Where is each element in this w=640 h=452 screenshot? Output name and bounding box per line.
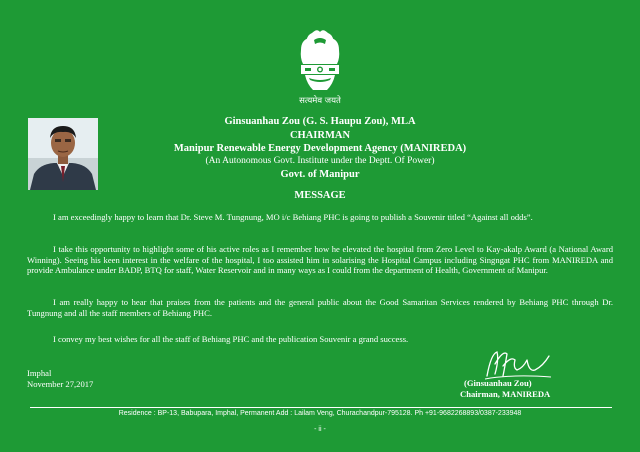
handwritten-signature-icon (483, 346, 553, 382)
paragraph-4-text: I convey my best wishes for all the staff of Behiang PHC and the publication Souvenir a grand success. (53, 334, 409, 344)
message-title: MESSAGE (294, 190, 346, 201)
page-number: - ii - (314, 426, 326, 433)
paragraph-1 (27, 212, 613, 223)
sender-position: CHAIRMAN (289, 130, 351, 141)
paragraph-3 (27, 297, 613, 318)
date-text: November 27,2017 (27, 379, 94, 389)
sender-name: Ginsuanhau Zou (G. S. Haupu Zou), MLA (224, 116, 416, 127)
paragraph-1-text: I am exceedingly happy to learn that Dr. Steve M. Tungnung, MO i/c Behiang PHC is going to publish a Souvenir titled “Against all odds”. (53, 212, 533, 222)
signatory-title: Chairman, MANIREDA (460, 389, 551, 399)
footer-address: Residence : BP-13, Babupara, Imphal, Permanent Add : Lailam Veng, Churachandpur-795128. Ph +91-9682268893/0387-233948 (118, 410, 522, 417)
place-date-block (27, 368, 93, 390)
signatory-name: (Ginsuanhau Zou) (464, 378, 532, 388)
paragraph-3-text: I am really happy to hear that praises from the patients and the general public about the Good Samaritan Services rendered by Behiang PHC through Dr. Tungnung and all the staff members of Behiang PHC. (27, 297, 613, 318)
paragraph-2-text: I take this opportunity to highlight some of his active roles as I remember how he elevated the hospital from Zero Level to Kay-akalp Award (a National Award Winning). Seeing his keen interest in the welfare of the hospital, I too assisted him in solarising the Hospital Campus including Singngat PHC from MANIREDA and provide Ambulance under BADP, BTQ for staff, Water Reservoir and in many ways as I could from the department of Health, Government of Manipur. (27, 244, 613, 276)
place-text: Imphal (27, 368, 52, 378)
agency-subtitle: (An Autonomous Govt. Institute under the Deptt. Of Power) (205, 156, 435, 166)
government-name: Govt. of Manipur (280, 169, 360, 180)
agency-name: Manipur Renewable Energy Development Agency (MANIREDA) (173, 143, 467, 154)
paragraph-2 (27, 244, 613, 276)
footer-divider (30, 407, 612, 408)
paragraph-4 (27, 334, 613, 345)
emblem-motto: सत्यमेव जयते (299, 96, 341, 106)
state-emblem-icon (297, 26, 343, 98)
